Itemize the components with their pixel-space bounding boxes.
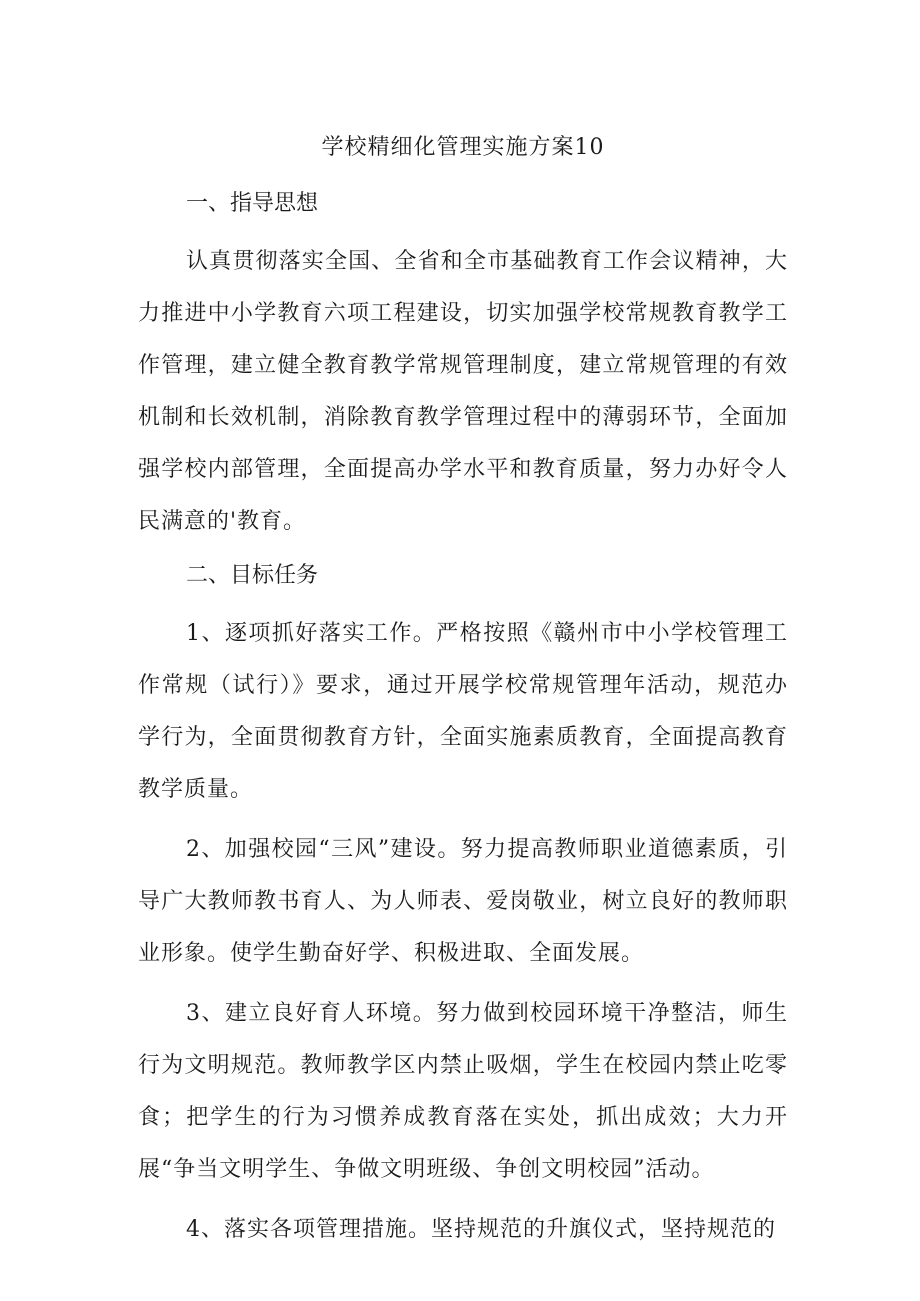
paragraph-task-2: 2、加强校园“三风”建设。努力提高教师职业道德素质，引导广大教师教书育人、为人师表、爱岗敬业，树立良好的教师职业形象。使学生勤奋好学、积极进取、全面发展。 xyxy=(138,837,788,966)
paragraph-guiding-ideology: 认真贯彻落实全国、全省和全市基础教育工作会议精神，大力推进中小学教育六项工程建设，切实加强学校常规教育教学工作管理，建立健全教育教学常规管理制度，建立常规管理的有效机制和长效机制，消除教育教学管理过程中的薄弱环节，全面加强学校内部管理，全面提高办学水平和教育质量，努力办好令人民满意的'教育。 xyxy=(138,249,788,534)
section-heading-goals-tasks: 二、目标任务 xyxy=(186,563,319,588)
document-title: 学校精细化管理实施方案10 xyxy=(321,135,605,160)
paragraph-task-4: 4、落实各项管理措施。坚持规范的升旗仪式，坚持规范的 xyxy=(186,1217,776,1242)
paragraph-task-1: 1、逐项抓好落实工作。严格按照《赣州市中小学校管理工作常规（试行）》要求，通过开展学校常规管理年活动，规范办学行为，全面贯彻教育方针，全面实施素质教育，全面提高教育教学质量。 xyxy=(138,621,788,802)
section-heading-guiding-ideology: 一、指导思想 xyxy=(186,191,319,216)
paragraph-task-3: 3、建立良好育人环境。努力做到校园环境干净整洁，师生行为文明规范。教师教学区内禁止吸烟，学生在校园内禁止吃零食；把学生的行为习惯养成教育落在实处，抓出成效；大力开展“争当文明学生、争做文明班级、争创文明校园”活动。 xyxy=(138,1001,788,1182)
